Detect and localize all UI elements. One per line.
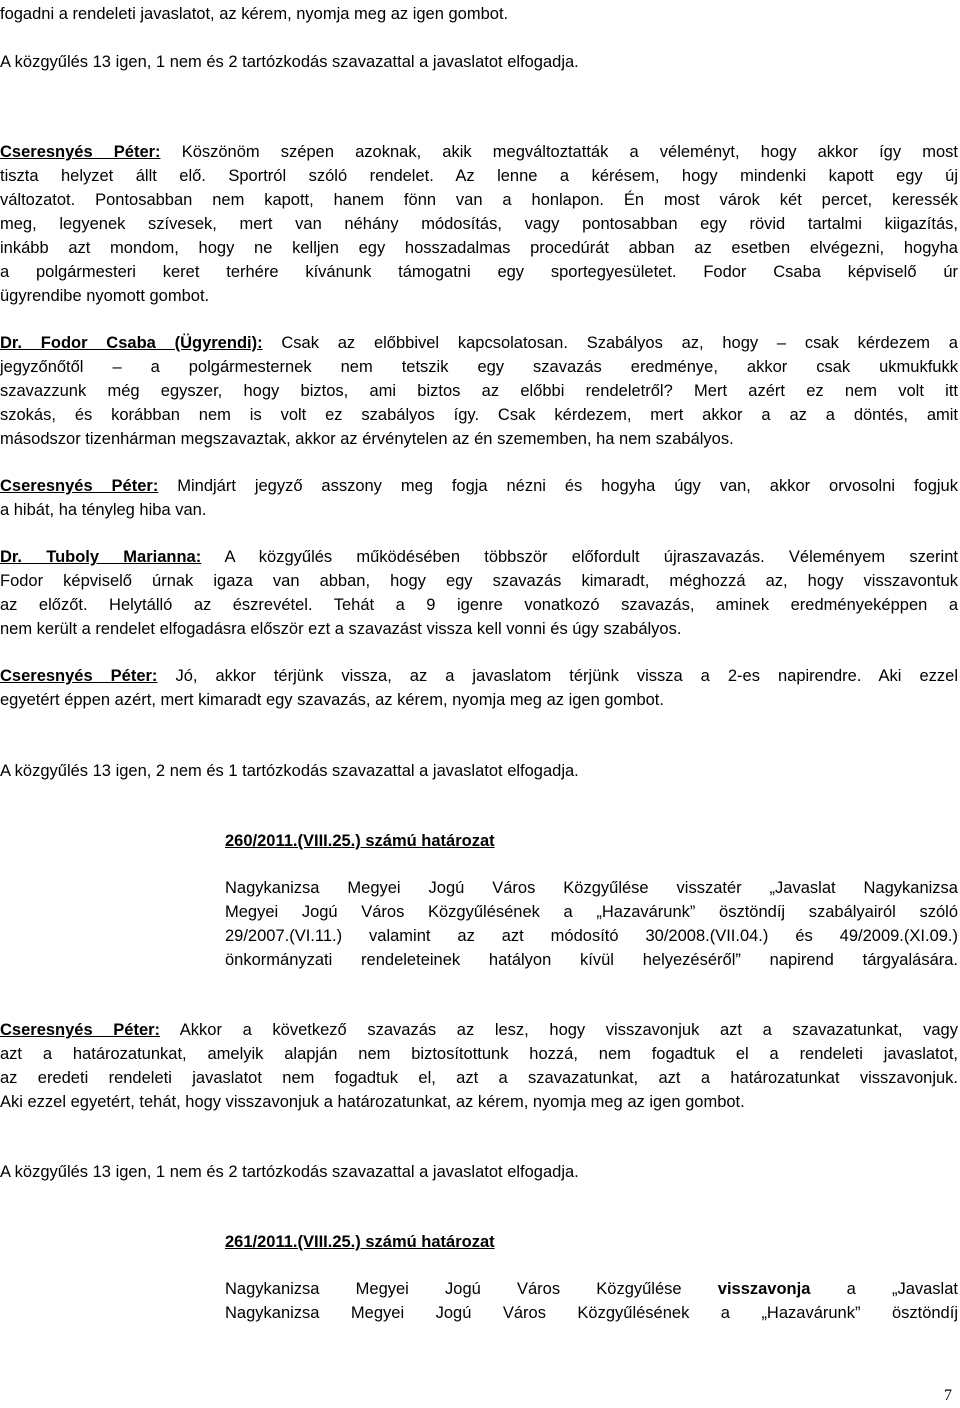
resolution-text: a „Javaslat xyxy=(846,1280,958,1298)
paragraph-line: ügyrendibe nyomott gombot. xyxy=(0,287,210,305)
paragraph-line: az előzőt. Helytálló az észrevétel. Tehát a 9 igenre vonatkozó szavazás, aminek eredményeképpen a xyxy=(0,596,958,614)
speaker-name: Cseresnyés Péter: xyxy=(0,1021,161,1039)
resolution-title: 260/2011.(VIII.25.) számú határozat xyxy=(225,832,495,850)
resolution-line: 29/2007.(VI.11.) valamint az azt módosító 30/2008.(VII.04.) és 49/2009.(XI.09.) xyxy=(225,927,958,945)
paragraph-line: meg, legyenek szívesek, mert van néhány módosítás, vagy pontosabban egy rövid tartalmi kiigazítás, xyxy=(0,215,958,233)
resolution-line: Nagykanizsa Megyei Jogú Város Közgyűlése visszatér „Javaslat Nagykanizsa xyxy=(225,879,958,897)
paragraph-line xyxy=(0,331,958,355)
paragraph-line: jegyzőnőtől – a polgármesternek nem tetszik egy szavazás eredménye, akkor csak ukmukfukk xyxy=(0,358,958,376)
paragraph-line: szavazzunk még egyszer, hogy biztos, ami biztos az előbbi rendeletről? Mert azért ez nem volt itt xyxy=(0,382,958,400)
paragraph-text: Köszönöm szépen azoknak, akik megváltoztatták a véleményt, hogy akkor így most xyxy=(181,143,958,161)
vote-result: A közgyűlés 13 igen, 1 nem és 2 tartózkodás szavazattal a javaslatot elfogadja. xyxy=(0,1163,579,1181)
resolution-title: 261/2011.(VIII.25.) számú határozat xyxy=(225,1233,495,1251)
paragraph-line: Aki ezzel egyetért, tehát, hogy visszavonjuk a határozatunkat, az kérem, nyomja meg az igen gombot. xyxy=(0,1093,745,1111)
paragraph-line xyxy=(0,140,958,164)
paragraph-line xyxy=(0,1018,958,1042)
paragraph-line: egyetért éppen azért, mert kimaradt egy szavazás, az kérem, nyomja meg az igen gombot. xyxy=(0,691,664,709)
paragraph-text: Csak az előbbivel kapcsolatosan. Szabályos az, hogy – csak kérdezem a xyxy=(281,334,958,352)
paragraph-line: inkább azt mondom, hogy ne kelljen egy hosszadalmas procedúrát abban az esetben elvégezni, hogyha xyxy=(0,239,958,257)
paragraph-line xyxy=(0,664,958,688)
paragraph-text: Jó, akkor térjünk vissza, az a javaslatom térjünk vissza a 2-es napirendre. Aki ezzel xyxy=(175,667,958,685)
paragraph-line: a hibát, ha tényleg hiba van. xyxy=(0,501,207,519)
page-number: 7 xyxy=(944,1387,952,1404)
speaker-name: Cseresnyés Péter: xyxy=(0,667,158,685)
paragraph-text: Mindjárt jegyző asszony meg fogja nézni és hogyha úgy van, akkor orvosolni fogjuk xyxy=(177,477,958,495)
paragraph-line: tiszta helyzet állt elő. Sportról szóló rendelet. Az lenne a kérésem, hogy mindenki kapott egy új xyxy=(0,167,958,185)
paragraph-line: másodszor tizenhárman megszavaztak, akkor az érvénytelen az én szememben, ha nem szabályos. xyxy=(0,430,734,448)
resolution-line: Nagykanizsa Megyei Jogú Város Közgyűlésének a „Hazavárunk” ösztöndíj xyxy=(225,1304,958,1322)
paragraph-line: szokás, és korábban nem is volt ez szabályos így. Csak kérdezem, mert akkor a az a döntés, amit xyxy=(0,406,958,424)
vote-result: A közgyűlés 13 igen, 1 nem és 2 tartózkodás szavazattal a javaslatot elfogadja. xyxy=(0,53,579,71)
resolution-line: önkormányzati rendeleteinek hatályon kívül helyezéséről” napirend tárgyalására. xyxy=(225,951,958,969)
vote-result: A közgyűlés 13 igen, 2 nem és 1 tartózkodás szavazattal a javaslatot elfogadja. xyxy=(0,762,579,780)
paragraph-line xyxy=(0,474,958,498)
text-line: fogadni a rendeleti javaslatot, az kérem, nyomja meg az igen gombot. xyxy=(0,5,509,23)
paragraph-text: változatot. Pontosabban nem kapott, hanem fönn van a honlapon. xyxy=(0,191,604,209)
paragraph-line: Fodor képviselő úrnak igaza van abban, hogy egy szavazás kimaradt, méghozzá az, hogy visszavontuk xyxy=(0,572,958,590)
paragraph-text: A közgyűlés működésében többször előfordult újraszavazás. Véleményem szerint xyxy=(224,548,958,566)
speaker-name: Cseresnyés Péter: xyxy=(0,143,161,161)
paragraph-text: Én most várok két percet, keressék xyxy=(623,191,959,209)
paragraph-line: az eredeti rendeleti javaslatot nem fogadtuk el, azt a szavazatunkat, azt a határozatunkat visszavonjuk. xyxy=(0,1069,958,1087)
resolution-keyword: visszavonja xyxy=(717,1280,811,1298)
paragraph-line xyxy=(0,188,958,212)
paragraph-text: Akkor a következő szavazás az lesz, hogy visszavonjuk azt a szavazatunkat, vagy xyxy=(179,1021,958,1039)
paragraph-line: azt a határozatunkat, amelyik alapján nem biztosítottunk hozzá, nem fogadtuk el a rendeleti javaslatot, xyxy=(0,1045,958,1063)
paragraph-line: a polgármesteri keret terhére kívánunk támogatni egy sportegyesületet. Fodor Csaba képviselő úr xyxy=(0,263,958,281)
resolution-line xyxy=(225,1277,958,1301)
speaker-name: Cseresnyés Péter: xyxy=(0,477,159,495)
resolution-text: Nagykanizsa Megyei Jogú Város Közgyűlése xyxy=(225,1280,682,1298)
paragraph-line xyxy=(0,545,958,569)
speaker-name: Dr. Tuboly Marianna: xyxy=(0,548,202,566)
paragraph-line: nem került a rendelet elfogadásra először ezt a szavazást vissza kell vonni és úgy szabályos. xyxy=(0,620,682,638)
speaker-name: Dr. Fodor Csaba (Ügyrendi): xyxy=(0,334,263,352)
resolution-line: Megyei Jogú Város Közgyűlésének a „Hazavárunk” ösztöndíj szabályairól szóló xyxy=(225,903,958,921)
